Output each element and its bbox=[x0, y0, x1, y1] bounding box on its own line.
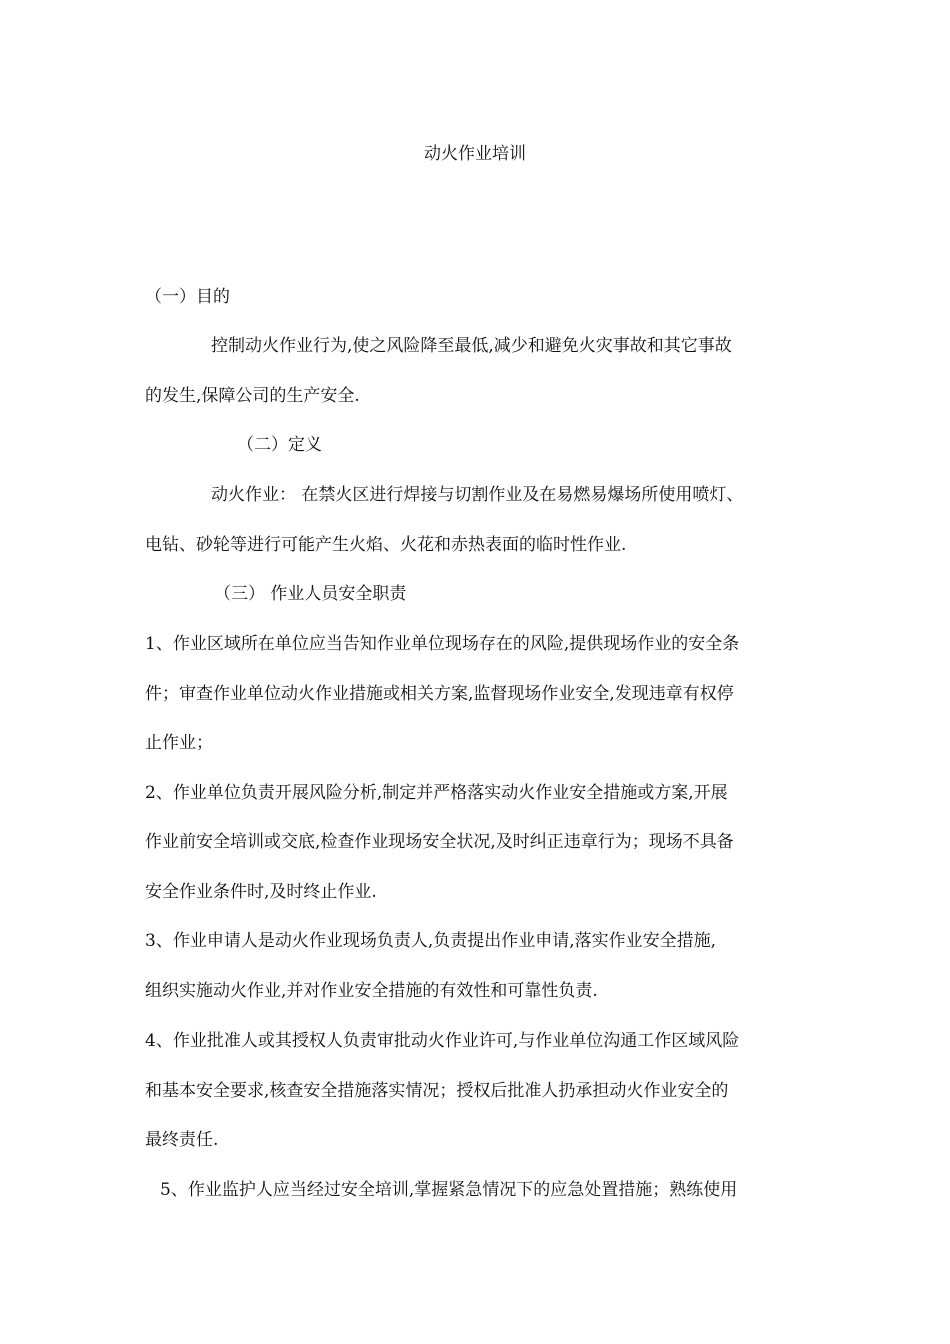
paragraph-line: 电钻、砂轮等进行可能产生火焰、火花和赤热表面的临时性作业. bbox=[145, 535, 627, 555]
paragraph-line: 止作业； bbox=[145, 733, 213, 753]
section-heading-responsibilities: （三） 作业人员安全职责 bbox=[214, 584, 407, 604]
paragraph-line: 的发生,保障公司的生产安全. bbox=[145, 386, 360, 406]
document-title: 动火作业培训 bbox=[424, 144, 526, 164]
section-heading-definition: （二）定义 bbox=[237, 435, 322, 455]
paragraph-line: 和基本安全要求,核查安全措施落实情况；授权后批准人扔承担动火作业安全的 bbox=[145, 1081, 729, 1101]
paragraph-line: 动火作业： 在禁火区进行焊接与切割作业及在易燃易爆场所使用喷灯、 bbox=[211, 485, 744, 505]
paragraph-line: 5、作业监护人应当经过安全培训,掌握紧急情况下的应急处置措施；熟练使用 bbox=[160, 1180, 738, 1200]
paragraph-line: 1、作业区域所在单位应当告知作业单位现场存在的风险,提供现场作业的安全条 bbox=[145, 634, 740, 654]
paragraph-line: 4、作业批准人或其授权人负责审批动火作业许可,与作业单位沟通工作区域风险 bbox=[145, 1031, 740, 1051]
paragraph-line: 2、作业单位负责开展风险分析,制定并严格落实动火作业安全措施或方案,开展 bbox=[145, 783, 728, 803]
paragraph-line: 最终责任. bbox=[145, 1130, 219, 1150]
paragraph-line: 3、作业申请人是动火作业现场负责人,负责提出作业申请,落实作业安全措施, bbox=[145, 931, 717, 951]
paragraph-line: 作业前安全培训或交底,检查作业现场安全状况,及时纠正违章行为；现场不具备 bbox=[145, 832, 734, 852]
paragraph-line: 安全作业条件时,及时终止作业. bbox=[145, 882, 377, 902]
paragraph-line: 组织实施动火作业,并对作业安全措施的有效性和可靠性负责. bbox=[145, 981, 598, 1001]
paragraph-line: 控制动火作业行为,使之风险降至最低,减少和避免火灾事故和其它事故 bbox=[211, 336, 732, 356]
paragraph-line: 件；审查作业单位动火作业措施或相关方案,监督现场作业安全,发现违章有权停 bbox=[145, 684, 734, 704]
section-heading-purpose: （一）目的 bbox=[145, 287, 230, 307]
